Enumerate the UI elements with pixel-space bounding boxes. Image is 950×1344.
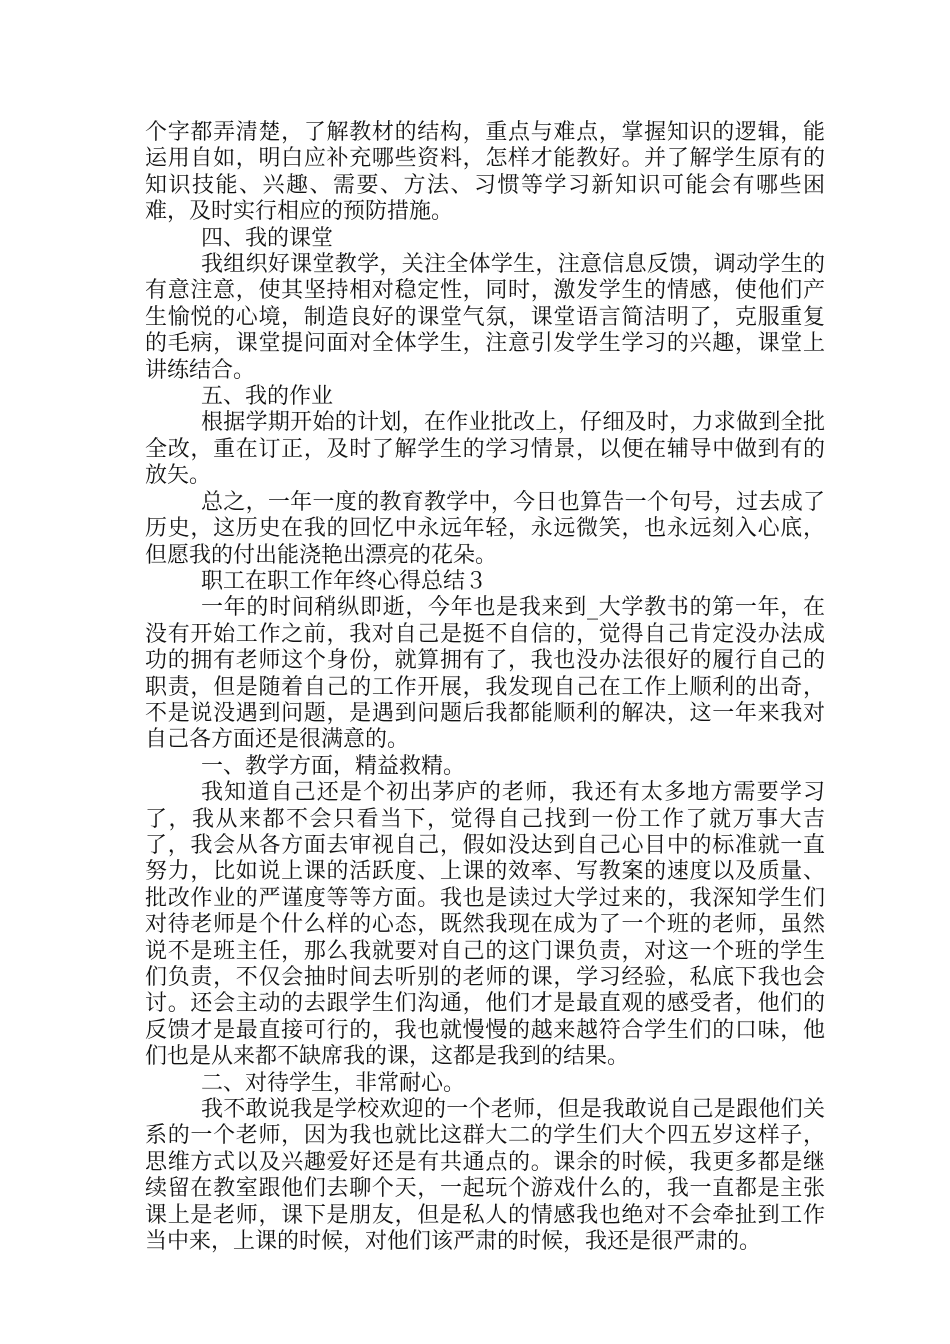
paragraph-teaching: 我知道自己还是个初出茅庐的老师，我还有太多地方需要学习了，我从来都不会只看当下，觉得自己找到一份工作了就万事大吉了，我会从各方面去审视自己，假如没达到自己心目中的标准就一直努力，比如说上课的活跃度、上课的效率、写教案的速度以及质量、批改作业的严谨度等等方面。我也是读过大学过来的，我深知学生们对待老师是个什么样的心态，既然我现在成为了一个班的老师，虽然说不是班主任，那么我就要对自己的这门课负责，对这一个班的学生们负责，不仅会抽时间去听别的老师的课，学习经验，私底下我也会讨。还会主动的去跟学生们沟通，他们才是最直观的感受者，他们的反馈才是最直接可行的，我也就慢慢的越来越符合学生们的口味，他们也是从来都不缺席我的课，这都是我到的结果。 [145, 780, 825, 1070]
document-body [145, 120, 825, 1255]
article-title-3: 职工在职工作年终心得总结３ [201, 568, 488, 594]
section-heading-homework: 五、我的作业 [201, 384, 334, 410]
paragraph-year-intro: 一年的时间稍纵即逝，今年也是我来到_大学教书的第一年，在没有开始工作之前，我对自己是挺不自信的，觉得自己肯定没办法成功的拥有老师这个身份，就算拥有了，我也没办法很好的履行自己的职责，但是随着自己的工作开展，我发现自己在工作上顺利的出奇，不是说没遇到问题，是遇到问题后我都能顺利的解决，这一年来我对自己各方面还是很满意的。 [145, 595, 825, 753]
paragraph-students: 我不敢说我是学校欢迎的一个老师，但是我敢说自己是跟他们关系的一个老师，因为我也就比这群大二的学生们大个四五岁这样子，思维方式以及兴趣爱好还是有共通点的。课余的时候，我更多都是继续留在教室跟他们去聊个天，一起玩个游戏什么的，我一直都是主张课上是老师，课下是朋友，但是私人的情感我也绝对不会牵扯到工作当中来，上课的时候，对他们该严肃的时候，我还是很严肃的。 [145, 1097, 825, 1255]
paragraph-classroom: 我组织好课堂教学，关注全体学生，注意信息反馈，调动学生的有意注意，使其坚持相对稳定性，同时，激发学生的情感，使他们产生愉悦的心境，制造良好的课堂气氛，课堂语言简洁明了，克服重复的毛病，课堂提问面对全体学生，注意引发学生学习的兴趣，课堂上讲练结合。 [145, 252, 825, 383]
paragraph-homework: 根据学期开始的计划，在作业批改上，仔细及时，力求做到全批全改，重在订正，及时了解学生的学习情景，以便在辅导中做到有的放矢。 [145, 410, 825, 489]
section-heading-students: 二、对待学生，非常耐心。 [201, 1070, 466, 1096]
paragraph-intro-continuation: 个字都弄清楚，了解教材的结构，重点与难点，掌握知识的逻辑，能运用自如，明白应补充哪些资料，怎样才能教好。并了解学生原有的知识技能、兴趣、需要、方法、习惯等学习新知识可能会有哪些困难，及时实行相应的预防措施。 [145, 120, 825, 225]
section-heading-classroom: 四、我的课堂 [201, 225, 334, 251]
section-heading-teaching: 一、教学方面，精益救精。 [201, 753, 466, 779]
paragraph-conclusion: 总之，一年一度的教育教学中，今日也算告一个句号，过去成了历史，这历史在我的回忆中永远年轻，永远微笑，也永远刻入心底，但愿我的付出能浇艳出漂亮的花朵。 [145, 489, 825, 568]
